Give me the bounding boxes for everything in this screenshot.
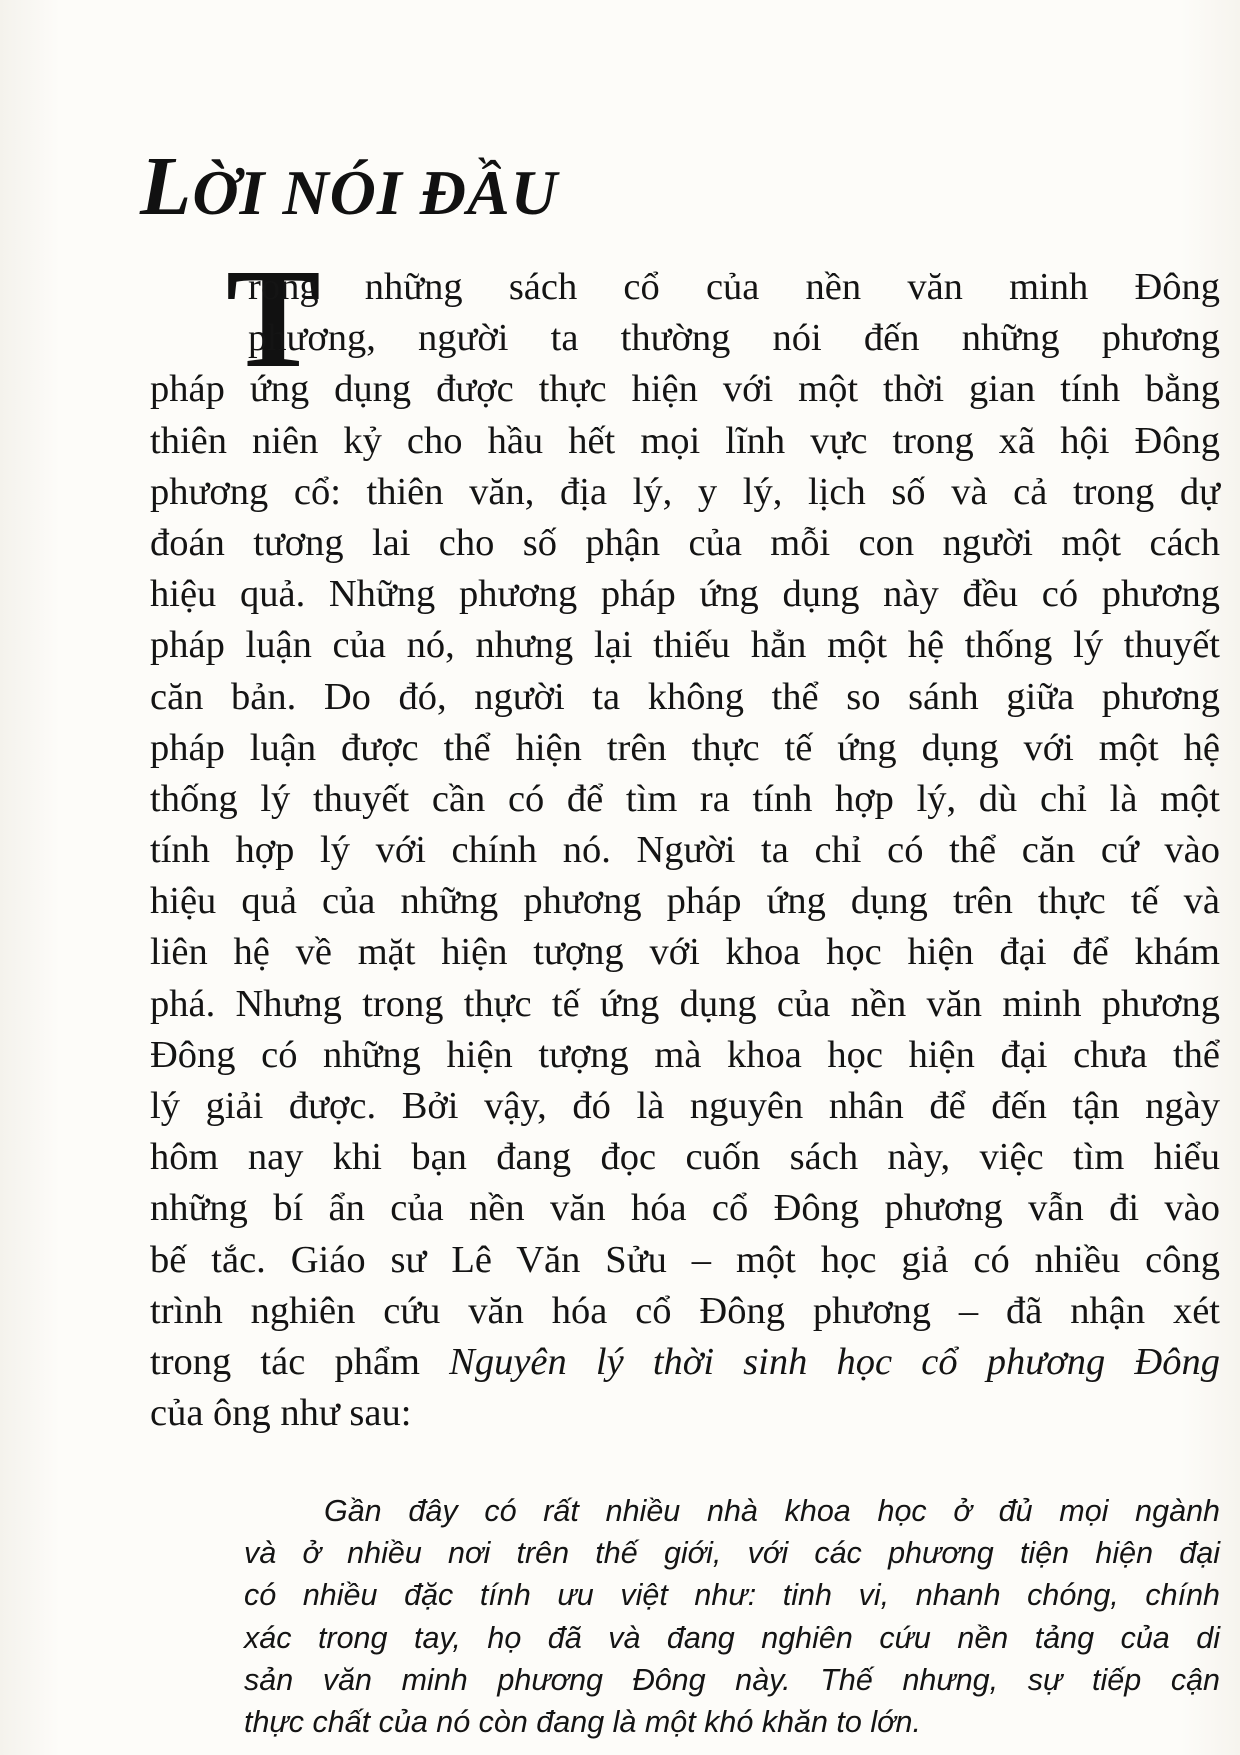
quote-line: và ở nhiều nơi trên thế giới, với các phương tiện hiện đại <box>244 1536 1220 1571</box>
title-initial: L <box>140 140 193 233</box>
paragraph-line: liên hệ về mặt hiện tượng với khoa học hiện đại để khám <box>150 931 1220 974</box>
paragraph-line: hiệu quả. Những phương pháp ứng dụng này đều có phương <box>150 573 1220 616</box>
block-quote <box>244 1490 1220 1743</box>
main-paragraph <box>150 239 1220 1439</box>
paragraph-line: phá. Nhưng trong thực tế ứng dụng của nền văn minh phương <box>150 982 1220 1025</box>
paragraph-line: thống lý thuyết cần có để tìm ra tính hợp lý, dù chỉ là một <box>150 777 1220 820</box>
paragraph-line: hiệu quả của những phương pháp ứng dụng trên thực tế và <box>150 880 1220 923</box>
paragraph-line: thiên niên kỷ cho hầu hết mọi lĩnh vực trong xã hội Đông <box>150 419 1220 462</box>
paragraph-line: lý giải được. Bởi vậy, đó là nguyên nhân để đến tận ngày <box>150 1085 1220 1127</box>
paragraph-line: tính hợp lý với chính nó. Người ta chỉ có thể căn cứ vào <box>150 829 1220 872</box>
paragraph-line: bế tắc. Giáo sư Lê Văn Sửu – một học giả có nhiều công <box>150 1238 1220 1281</box>
quote-line: thực chất của nó còn đang là một khó khăn to lớn. <box>244 1704 921 1739</box>
paragraph-line: phương, người ta thường nói đến những phương <box>248 317 1220 360</box>
paragraph-line: trình nghiên cứu văn hóa cổ Đông phương – đã nhận xét <box>150 1289 1220 1332</box>
paragraph-line: đoán tương lai cho số phận của mỗi con người một cách <box>150 521 1220 564</box>
paragraph-line: căn bản. Do đó, người ta không thể so sánh giữa phương <box>150 675 1220 718</box>
quote-line: có nhiều đặc tính ưu việt như: tinh vi, nhanh chóng, chính <box>244 1578 1220 1613</box>
paragraph-line: pháp luận được thể hiện trên thực tế ứng dụng với một hệ <box>150 726 1220 769</box>
title-rest: ỜI NÓI ĐẦU <box>192 157 558 228</box>
paragraph-closing-line: của ông như sau: <box>150 1392 412 1435</box>
cited-work-title: Nguyên lý thời sinh học cổ phương Đông <box>449 1340 1220 1383</box>
paragraph-text: trong tác phẩm <box>150 1340 450 1383</box>
quote-line: sản văn minh phương Đông này. Thế nhưng, sự tiếp cận <box>244 1662 1220 1697</box>
chapter-title <box>140 138 558 235</box>
paragraph-line: Đông có những hiện tượng mà khoa học hiện đại chưa thể <box>150 1033 1220 1076</box>
paragraph-line-with-work-title <box>150 1337 1220 1388</box>
drop-cap-letter: T <box>226 239 321 397</box>
paragraph-line: pháp ứng dụng được thực hiện với một thời gian tính bằng <box>150 368 1220 411</box>
paragraph-line: hôm nay khi bạn đang đọc cuốn sách này, việc tìm hiểu <box>150 1136 1220 1179</box>
paragraph-line: những bí ẩn của nền văn hóa cổ Đông phương vẫn đi vào <box>150 1187 1220 1230</box>
paragraph-line: pháp luận của nó, nhưng lại thiếu hẳn một hệ thống lý thuyết <box>150 624 1220 667</box>
quote-line: Gần đây có rất nhiều nhà khoa học ở đủ mọi ngành <box>324 1494 1220 1528</box>
paragraph-line: phương cổ: thiên văn, địa lý, y lý, lịch số và cả trong dự <box>150 470 1220 513</box>
quote-line: xác trong tay, họ đã và đang nghiên cứu nền tảng của di <box>244 1620 1220 1655</box>
paragraph-line: rong những sách cổ của nền văn minh Đông <box>248 266 1220 308</box>
